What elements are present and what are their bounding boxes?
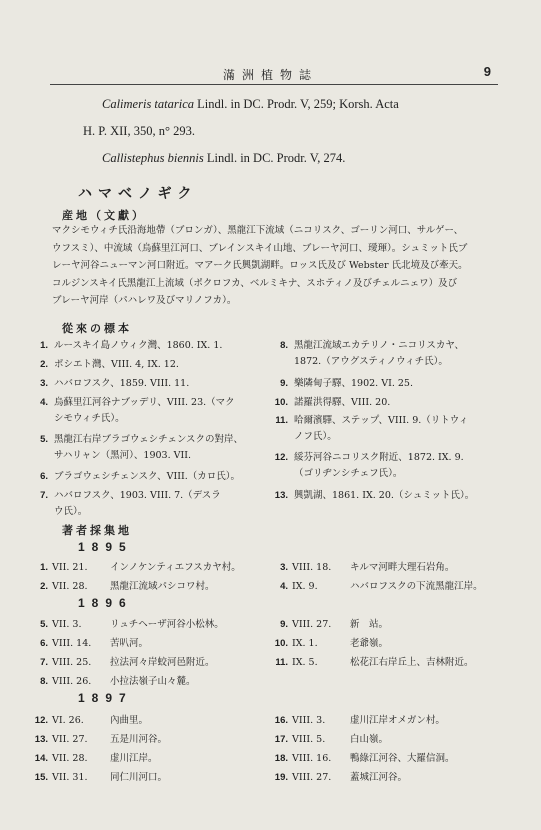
specimen-item: 3. ハバロフスク、1859. VIII. 11. <box>40 378 190 389</box>
specimen-item: 6. ブラゴウェシチェンスク、VIII.（カロ氏）。 <box>40 471 241 482</box>
collection-item: 18. VIII. 16. 鴨綠江河谷、大羅信洞。 <box>274 753 455 764</box>
page-number: 9 <box>483 64 491 79</box>
synonym-line: Callistephus biennis Lindl. in DC. Prodr. V, 274. <box>102 151 346 165</box>
collection-item: 12. VI. 26. 內曲里。 <box>34 715 149 726</box>
habitat-line: ウフスミ）、中流域（烏蘇里江河口、ブレインスキイ山地、ブレーヤ河口、璦琿）。シュミット氏ブ <box>52 242 468 254</box>
year-heading: 1897 <box>78 691 133 705</box>
collection-item: 11. IX. 5. 松花江右岸丘上、吉林附近。 <box>275 657 474 668</box>
collection-item: 15. VII. 31. 同仁川河口。 <box>34 772 168 783</box>
specimen-item: 10. 諾羅洪得驛、VIII. 20. <box>274 397 391 408</box>
synonym-line: Calimeris tatarica Lindl. in DC. Prodr. V, 259; Korsh. Acta <box>102 97 399 111</box>
habitat-line: ブレーヤ河岸（パハレワ及びマリノフカ）。 <box>52 295 237 306</box>
habitat-line: マクシモウィチ氏沿海地帶（ブロンガ）、黑龍江下流域（ニコリスク、ゴーリン河口、サルゲー、 <box>52 225 464 236</box>
collection-item: 13. VII. 27. 五是川河谷。 <box>34 734 168 745</box>
habitat-heading: 産地（文獻） <box>62 209 146 222</box>
habitat-paragraph <box>52 222 468 310</box>
specimen-item: 2. ポシエト灣、VIII. 4, IX. 12. <box>40 359 179 370</box>
running-header <box>0 64 541 84</box>
collection-item: 9. VIII. 27. 新 站。 <box>280 619 389 630</box>
specimen-item: 9. 樂隣甸子驛、1902. VI. 25. <box>280 378 413 389</box>
specimen-item: 7. ハバロフスク、1903. VIII. 7.（デスラ ウ氏）。 <box>40 490 221 517</box>
species-name: ハマベノギク <box>78 186 198 202</box>
specimen-item: 12. 綏芬河谷ニコリスク附近、1872. IX. 9. （ゴリヂンシチェフ氏）。 <box>274 452 464 479</box>
synonym-line: H. P. XII, 350, n° 293. <box>83 124 195 138</box>
collection-item: 16. VIII. 3. 虚川江岸オメガン村。 <box>274 715 445 726</box>
specimen-item: 5. 黑龍江右岸ブラゴウェシチェンスクの對岸、 サハリャン（黑河）、1903. VII. <box>40 434 244 461</box>
collection-item: 19. VIII. 27. 蓋城江河谷。 <box>274 772 408 783</box>
collection-item: 3. VIII. 18. キルマ河畔大理石岩角。 <box>280 562 455 573</box>
collection-item: 10. IX. 1. 老爺嶺。 <box>274 638 389 649</box>
header-rule <box>50 84 498 85</box>
collection-item: 8. VIII. 26. 小拉法嶺子山々麓。 <box>40 676 196 687</box>
collection-item: 2. VII. 28. 黑龍江流域パシコワ村。 <box>40 581 215 592</box>
year-heading: 1896 <box>78 596 133 610</box>
collection-item: 4. IX. 9. ハバロフスクの下流黑龍江岸。 <box>280 581 483 592</box>
collection-item: 6. VIII. 14. 苦叭河。 <box>40 638 149 649</box>
specimen-item: 11. 哈爾濱驛、ステップ、VIII. 9.（リトウィ ノフ氏）。 <box>275 415 469 442</box>
habitat-line: コルジンスキイ氏黑龍江上流域（ポクロフカ、ベルミキナ、スホティノ及びチェルニェワ）及び <box>52 277 458 289</box>
specimen-item: 1. ルースキイ島ノウィク灣、1860. IX. 1. <box>40 340 223 351</box>
specimen-item: 8. 黑龍江流域エカテリノ・ニコリスカヤ、 1872.（アウグスティノウィチ氏）。 <box>280 340 465 367</box>
specimens-heading: 從來の標本 <box>62 322 132 335</box>
specimen-item: 4. 烏蘇里江河谷ナブッデリ、VIII. 23.（マク シモウィチ氏）。 <box>40 397 235 424</box>
collection-item: 14. VII. 28. 虚川江岸。 <box>34 753 158 764</box>
habitat-line: レーヤ河谷ニューマン河口附近。マアーク氏興凱湖畔。ロッス氏及び Webster 氏北境及び牽天。 <box>52 260 468 271</box>
collection-item: 1. VII. 21. インノケンティエフスカヤ村。 <box>40 562 241 573</box>
collection-item: 5. VII. 3. リュチヘーザ河谷小松林。 <box>40 619 224 630</box>
collection-item: 17. VIII. 5. 白山嶺。 <box>274 734 389 745</box>
collection-heading: 著者採集地 <box>62 524 132 537</box>
collection-item: 7. VIII. 25. 拉法河々岸蛟河邑附近。 <box>40 657 215 668</box>
year-heading: 1895 <box>78 540 133 554</box>
specimen-item: 13. 興凱湖、1861. IX. 20.（シュミット氏）。 <box>274 490 475 501</box>
running-title: 滿洲植物誌 <box>222 68 318 82</box>
